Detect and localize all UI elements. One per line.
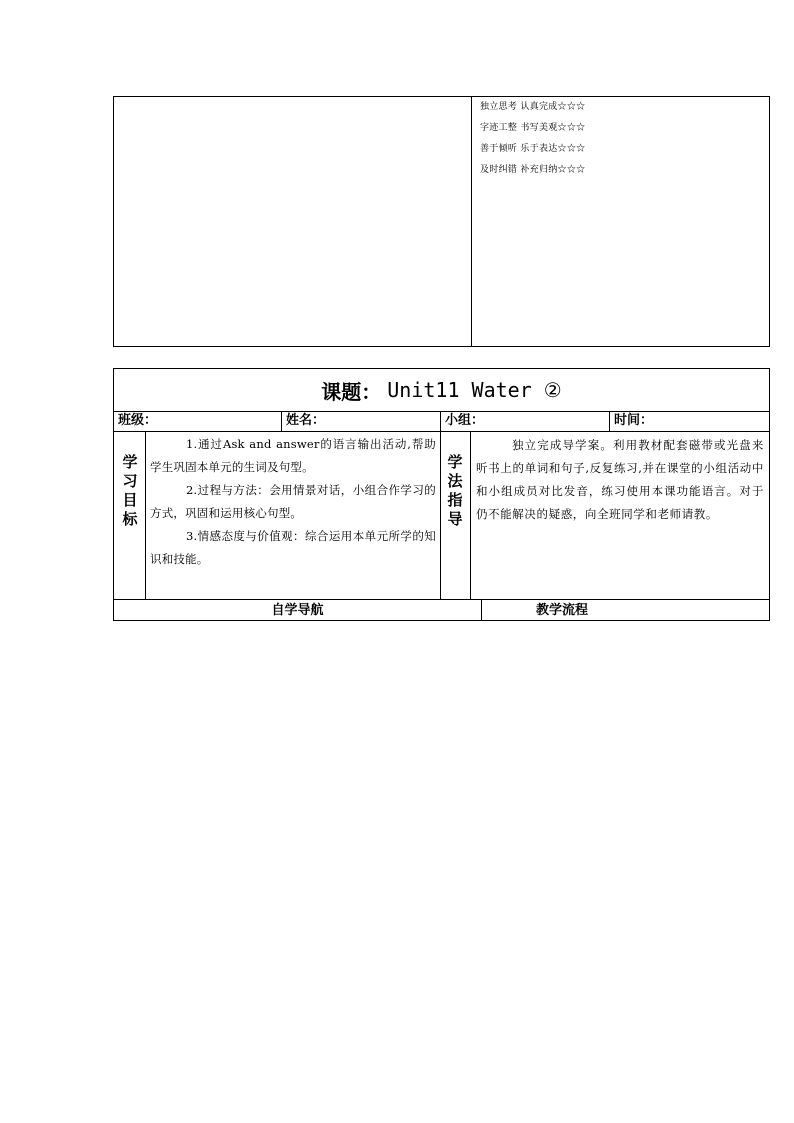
row-divider: [114, 431, 769, 432]
teaching-flow-header: 教学流程: [535, 603, 588, 618]
goals-label: 学 习 目 标: [122, 453, 138, 528]
lesson-title-label: 课题：: [321, 379, 382, 404]
self-study-header: 自学导航: [271, 603, 324, 618]
evaluation-item: 字迹工整 书写美观☆☆☆: [480, 123, 586, 133]
class-field: 班级：: [118, 413, 158, 428]
cell-divider: [440, 431, 441, 599]
lesson-plan-table: [113, 368, 770, 621]
evaluation-item: 善于倾听 乐于表达☆☆☆: [480, 144, 586, 154]
name-field: 姓名：: [286, 413, 326, 428]
row-divider: [114, 599, 769, 600]
method-label: 学 法 指 导: [447, 453, 463, 528]
evaluation-table: [113, 96, 770, 347]
study-method-guidance: 独立完成导学案。利用教材配套磁带或光盘来听书上的单词和句子,反复练习,并在课堂的小组活动中和小组成员对比发音，练习使用本课功能语言。对于仍不能解决的疑惑，向全班同学和老师请教。: [476, 438, 764, 521]
cell-divider: [145, 431, 146, 599]
cell-divider: [470, 431, 471, 599]
goal-item: 3.情感态度与价值观：综合运用本单元所学的知识和技能。: [150, 529, 436, 566]
time-field: 时间：: [614, 413, 654, 428]
lesson-title: Unit11 Water ②: [387, 378, 562, 402]
evaluation-item: 及时纠错 补充归纳☆☆☆: [480, 165, 586, 175]
group-field: 小组：: [445, 413, 485, 428]
evaluation-item: 独立思考 认真完成☆☆☆: [480, 102, 586, 112]
table-divider: [471, 97, 472, 346]
evaluation-list: [480, 101, 585, 185]
learning-goals: [150, 433, 436, 571]
lesson-title-row: [114, 369, 769, 411]
goal-item: 2.过程与方法：会用情景对话，小组合作学习的方式，巩固和运用核心句型。: [150, 483, 436, 520]
goal-item: 1.通过Ask and answer的语言输出活动,帮助学生巩固本单元的生词及句型。: [150, 437, 436, 474]
